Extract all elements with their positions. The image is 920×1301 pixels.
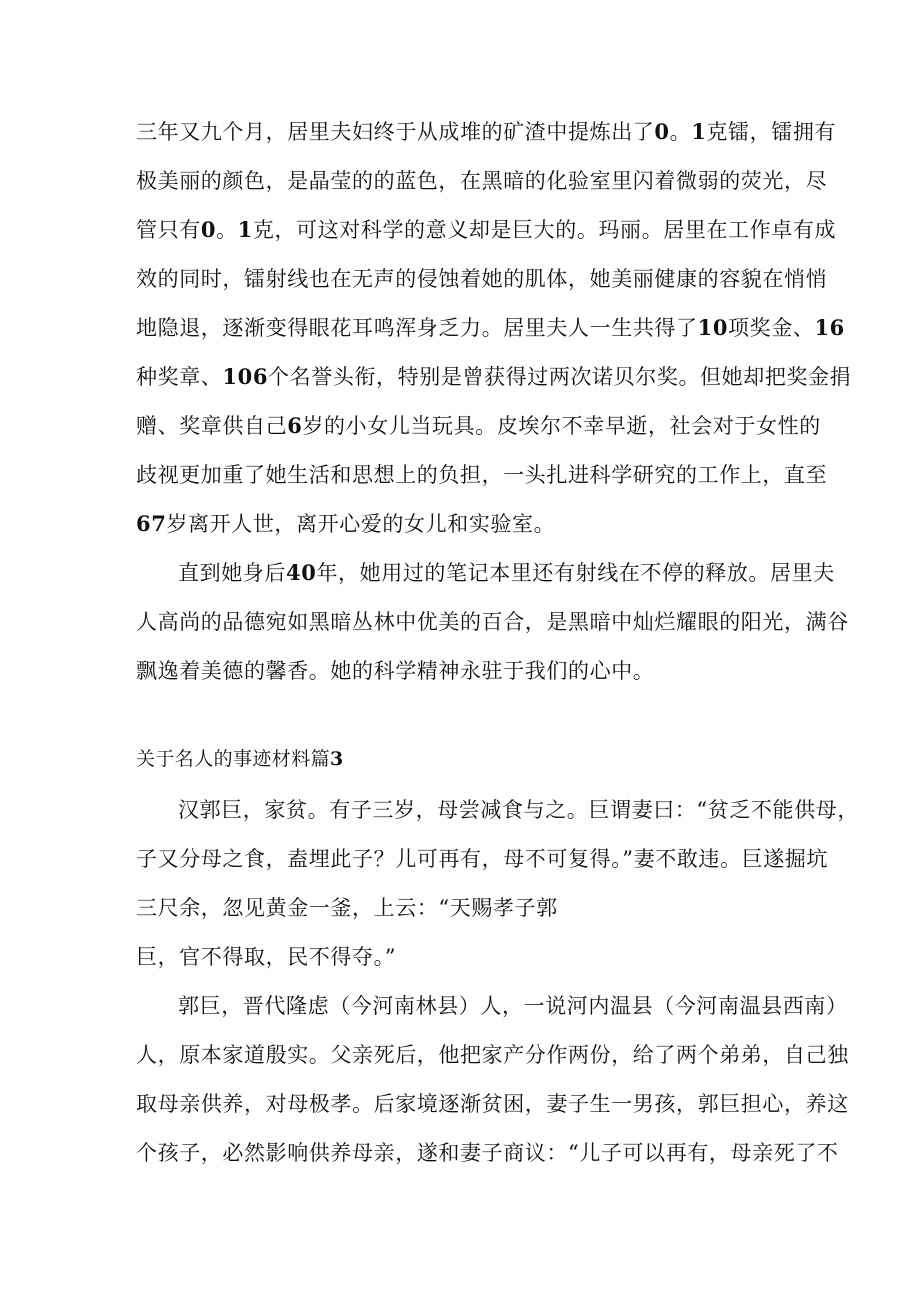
paragraph-3-line-1: 汉郭巨，家贫。有子三岁，母尝减食与之。巨谓妻曰：“贫乏不能供母， [178,798,859,822]
paragraph-1-line-4: 效的同时，镭射线也在无声的侵蚀着她的肌体，她美丽健康的容貌在悄悄 [136,267,828,291]
paragraph-1-line-9: 67岁离开人世，离开心爱的女儿和实验室。 [136,511,556,536]
paragraph-2-line-2: 人高尚的品德宛如黑暗丛林中优美的百合，是黑暗中灿烂耀眼的阳光，满谷 [136,610,849,634]
paragraph-1-line-1: 三年又九个月，居里夫妇终于从成堆的矿渣中提炼出了0。1克镭，镭拥有 [136,119,837,144]
paragraph-4-line-1: 郭巨，晋代隆虑（今河南林县）人，一说河内温县（今河南温县西南） [178,994,848,1018]
paragraph-2-line-1: 直到她身后40年，她用过的笔记本里还有射线在不停的释放。居里夫 [178,560,835,585]
paragraph-3-line-4: 巨，官不得取，民不得夺。” [136,945,397,969]
paragraph-4-line-2: 人，原本家道殷实。父亲死后，他把家产分作两份，给了两个弟弟，自己独 [136,1043,849,1067]
paragraph-1-line-2: 极美丽的颜色，是晶莹的的蓝色，在黑暗的化验室里闪着微弱的荧光，尽 [136,169,828,193]
section-heading: 关于名人的事迹材料篇3 [136,748,344,770]
paragraph-4-line-3: 取母亲供养，对母极孝。后家境逐渐贫困，妻子生一男孩，郭巨担心，养这 [136,1092,849,1116]
paragraph-1-line-3: 管只有0。1克，可这对科学的意义却是巨大的。玛丽。居里在工作卓有成 [136,217,837,242]
paragraph-4-line-4: 个孩子，必然影响供养母亲，遂和妻子商议：“儿子可以再有，母亲死了不 [136,1141,839,1165]
paragraph-1-line-5: 地隐退，逐渐变得眼花耳鸣浑身乏力。居里夫人一生共得了10项奖金、16 [136,315,845,340]
paragraph-1-line-7: 赠、奖章供自己6岁的小女儿当玩具。皮埃尔不幸早逝，社会对于女性的 [136,413,821,438]
paragraph-3-line-2: 子又分母之食，盍埋此子？儿可再有，母不可复得。”妻不敢违。巨遂掘坑 [136,847,829,871]
paragraph-1-line-8: 歧视更加重了她生活和思想上的负担，一头扎进科学研究的工作上，直至 [136,463,828,487]
paragraph-2-line-3: 飘逸着美德的馨香。她的科学精神永驻于我们的心中。 [136,659,655,683]
paragraph-3-line-3: 三尺余，忽见黄金一釜，上云：“天赐孝子郭 [136,896,558,920]
paragraph-1-line-6: 种奖章、106个名誉头衔，特别是曾获得过两次诺贝尔奖。但她却把奖金捐 [136,364,852,389]
